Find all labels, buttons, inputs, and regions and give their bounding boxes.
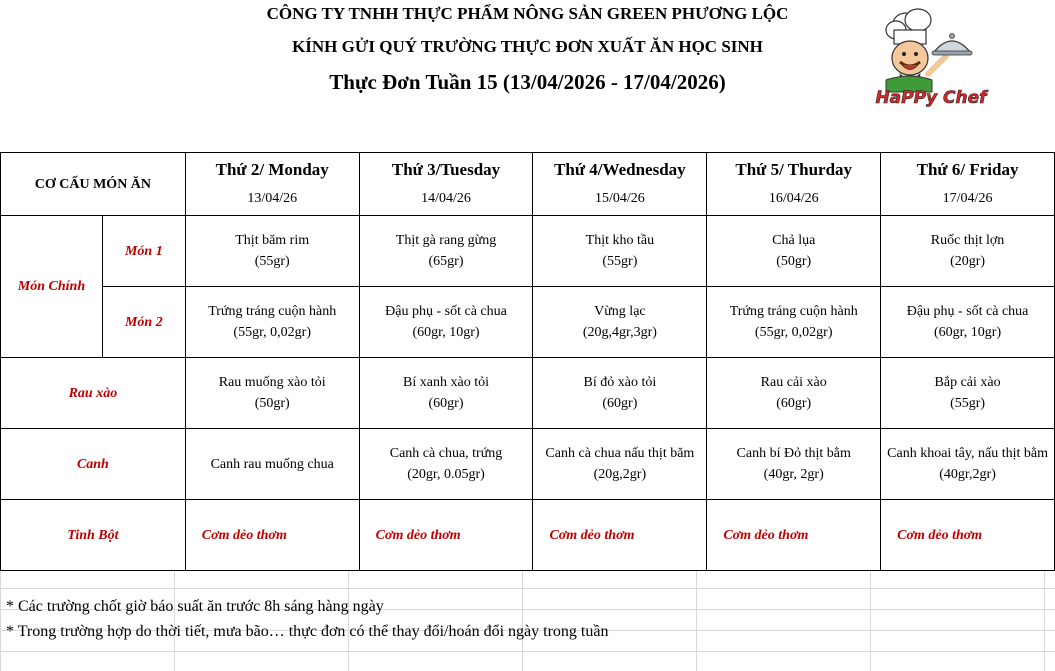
dish-name: Rau cải xào [760,375,827,390]
dish-qty: (20g,4gr,3gr) [582,325,657,340]
menu-cell [359,216,533,287]
menu-cell [533,358,707,429]
dish-name: Bí đỏ xào tỏi [583,375,657,390]
dish-qty: (65gr) [428,254,464,269]
day-date: 15/04/26 [594,191,645,206]
dish-name: Trứng tráng cuộn hành [729,304,858,319]
dish-qty: (20g,2gr) [593,467,647,482]
company-name: CÔNG TY TNHH THỰC PHẨM NÔNG SẢN GREEN PHƯƠNG LỘC [266,4,789,23]
menu-cell [881,358,1055,429]
day-name: Thứ 6/ Friday [916,160,1019,179]
table-row-mon1 [1,216,1055,287]
menu-cell [707,287,881,358]
dish-qty: (60gr) [428,396,464,411]
day-header [533,153,707,216]
dish-qty: (55gr, 0,02gr) [754,325,833,340]
dish-name: Bắp cải xào [934,375,1001,390]
day-header [707,153,881,216]
dish-name: Đậu phụ - sốt cà chua [906,304,1029,319]
mon2-label: Món 2 [102,287,185,358]
menu-cell [881,287,1055,358]
day-date: 13/04/26 [247,191,298,206]
dish-name: Thịt gà rang gừng [395,233,497,248]
menu-cell [533,287,707,358]
day-header [185,153,359,216]
dish-qty: (20gr) [950,254,986,269]
table-header-row [1,153,1055,216]
note-line: * Các trường chốt giờ báo suất ăn trước 8h sáng hàng ngày [6,598,384,615]
dish-name: Vừng lạc [594,304,646,319]
week-title: Thực Đơn Tuần 15 (13/04/2026 - 17/04/2026) [329,70,726,94]
menu-cell [185,216,359,287]
day-name: Thứ 3/Tuesday [391,160,501,179]
dish-qty: (60gr, 10gr) [934,325,1002,340]
day-header [881,153,1055,216]
dish-qty: (20gr, 0.05gr) [407,467,485,482]
dish-qty: (50gr) [776,254,812,269]
dish-name: Canh cà chua nấu thịt băm [545,446,695,461]
dish-name: Thịt kho tầu [585,233,655,248]
rice-cell: Cơm dẻo thơm [359,500,533,571]
menu-cell [185,429,359,500]
rice-cell: Cơm dẻo thơm [185,500,359,571]
dish-qty: (60gr, 10gr) [412,325,480,340]
chef-mascot-icon [868,8,988,124]
menu-cell [881,429,1055,500]
logo-text: HaPPy Chef [875,88,987,108]
dish-qty: (60gr) [602,396,638,411]
dish-name: Canh cà chua, trứng [389,446,503,461]
dish-name: Ruốc thịt lợn [930,233,1005,248]
menu-cell [533,216,707,287]
dish-qty: (40gr,2gr) [939,467,996,482]
dish-name: Rau muống xào tỏi [218,375,326,390]
vegetable-label: Rau xào [1,358,186,429]
header [0,0,1055,152]
dish-qty: (55gr) [950,396,986,411]
dish-name: Thịt băm rim [235,233,310,248]
day-name: Thứ 5/ Thurday [735,160,853,179]
menu-cell [185,287,359,358]
dish-name: Chả lụa [772,233,816,248]
menu-cell [707,216,881,287]
table-row-mon2 [1,287,1055,358]
day-name: Thứ 4/Wednesday [554,160,686,179]
rice-cell: Cơm dẻo thơm [707,500,881,571]
dish-name: Canh bí Đỏ thịt bằm [736,446,851,461]
rice-cell: Cơm dẻo thơm [881,500,1055,571]
soup-label: Canh [1,429,186,500]
day-date: 16/04/26 [768,191,819,206]
day-date: 17/04/26 [942,191,993,206]
day-name: Thứ 2/ Monday [215,160,329,179]
starch-label: Tinh Bột [1,500,186,571]
table-row-rau [1,358,1055,429]
dish-name: Bí xanh xào tỏi [403,375,489,390]
structure-header: CƠ CẤU MÓN ĂN [1,153,186,216]
menu-cell [707,358,881,429]
menu-cell [359,287,533,358]
day-date: 14/04/26 [421,191,471,206]
mon1-label: Món 1 [102,216,185,287]
menu-cell [881,216,1055,287]
rice-cell: Cơm dẻo thơm [533,500,707,571]
menu-cell [707,429,881,500]
menu-subtitle: KÍNH GỬI QUÝ TRƯỜNG THỰC ĐƠN XUẤT ĂN HỌC SINH [292,37,763,56]
menu-cell [359,429,533,500]
dish-qty: (55gr) [602,254,638,269]
notes-section [0,594,1055,671]
main-dish-label: Món Chính [1,216,103,358]
dish-name: Trứng tráng cuộn hành [208,304,337,319]
dish-qty: (55gr) [254,254,290,269]
table-row-tinhbot [1,500,1055,571]
dish-name: Đậu phụ - sốt cà chua [385,304,507,319]
day-header [359,153,533,216]
menu-cell [359,358,533,429]
dish-name: Canh rau muống chua [210,456,334,472]
note-line: * Trong trường hợp do thời tiết, mưa bão… thực đơn có thể thay đổi/hoán đổi ngày trong tuần [6,623,609,640]
dish-qty: (50gr) [254,396,290,411]
dish-qty: (40gr, 2gr) [763,467,824,482]
menu-table [0,152,1055,571]
dish-qty: (55gr, 0,02gr) [233,325,311,340]
dish-qty: (60gr) [776,396,812,411]
menu-cell [533,429,707,500]
table-row-canh [1,429,1055,500]
dish-name: Canh khoai tây, nấu thịt bằm [887,446,1048,461]
menu-cell [185,358,359,429]
